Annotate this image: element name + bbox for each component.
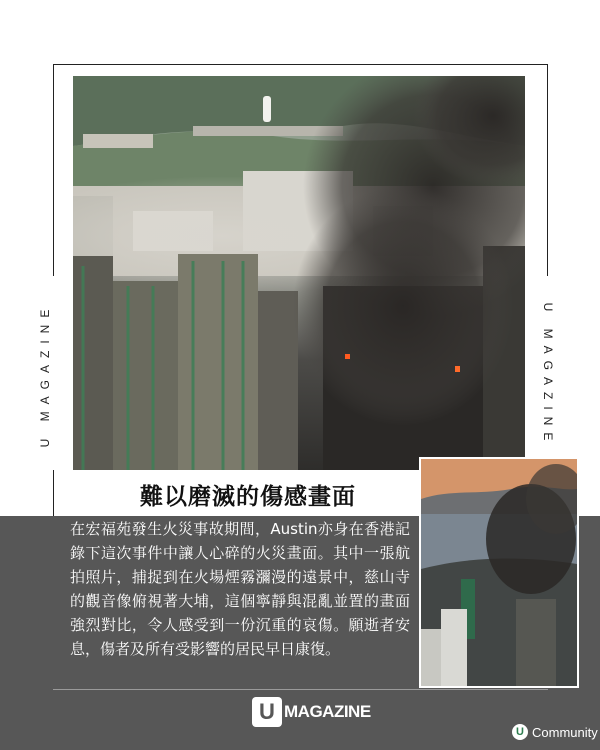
u-community-icon: U [512, 724, 528, 740]
brand-logo [252, 697, 371, 727]
frame-top-line [53, 64, 548, 65]
brand-text: MAGAZINE [284, 702, 371, 721]
frame-right-line-upper [547, 64, 548, 276]
section-title: 難以磨滅的傷感畫面 [140, 483, 356, 510]
main-photo [73, 76, 525, 470]
community-badge [512, 724, 598, 740]
frame-left-line-upper [53, 64, 54, 276]
side-label-left: U MAGAZINE [38, 302, 52, 448]
title-box [99, 472, 397, 516]
u-logo-icon: U [252, 697, 282, 727]
body-paragraph: 在宏福苑發生火災事故期間，Austin亦身在香港記錄下這次事件中讓人心碎的火災畫面。其中一張航拍照片，捕捉到在火場煙霧瀰漫的遠景中，慈山寺的觀音像俯視著大埔，這個寧靜與混亂並置的畫面強烈對比，令人感受到一份沉重的哀傷。願逝者安息，傷者及所有受影響的居民早日康復。 [70, 520, 410, 658]
inset-aerial-photo [419, 457, 579, 688]
community-text: Community [532, 724, 598, 740]
bottom-rule [53, 689, 548, 690]
statue-figure [263, 96, 271, 122]
side-label-right: U MAGAZINE [541, 302, 555, 448]
